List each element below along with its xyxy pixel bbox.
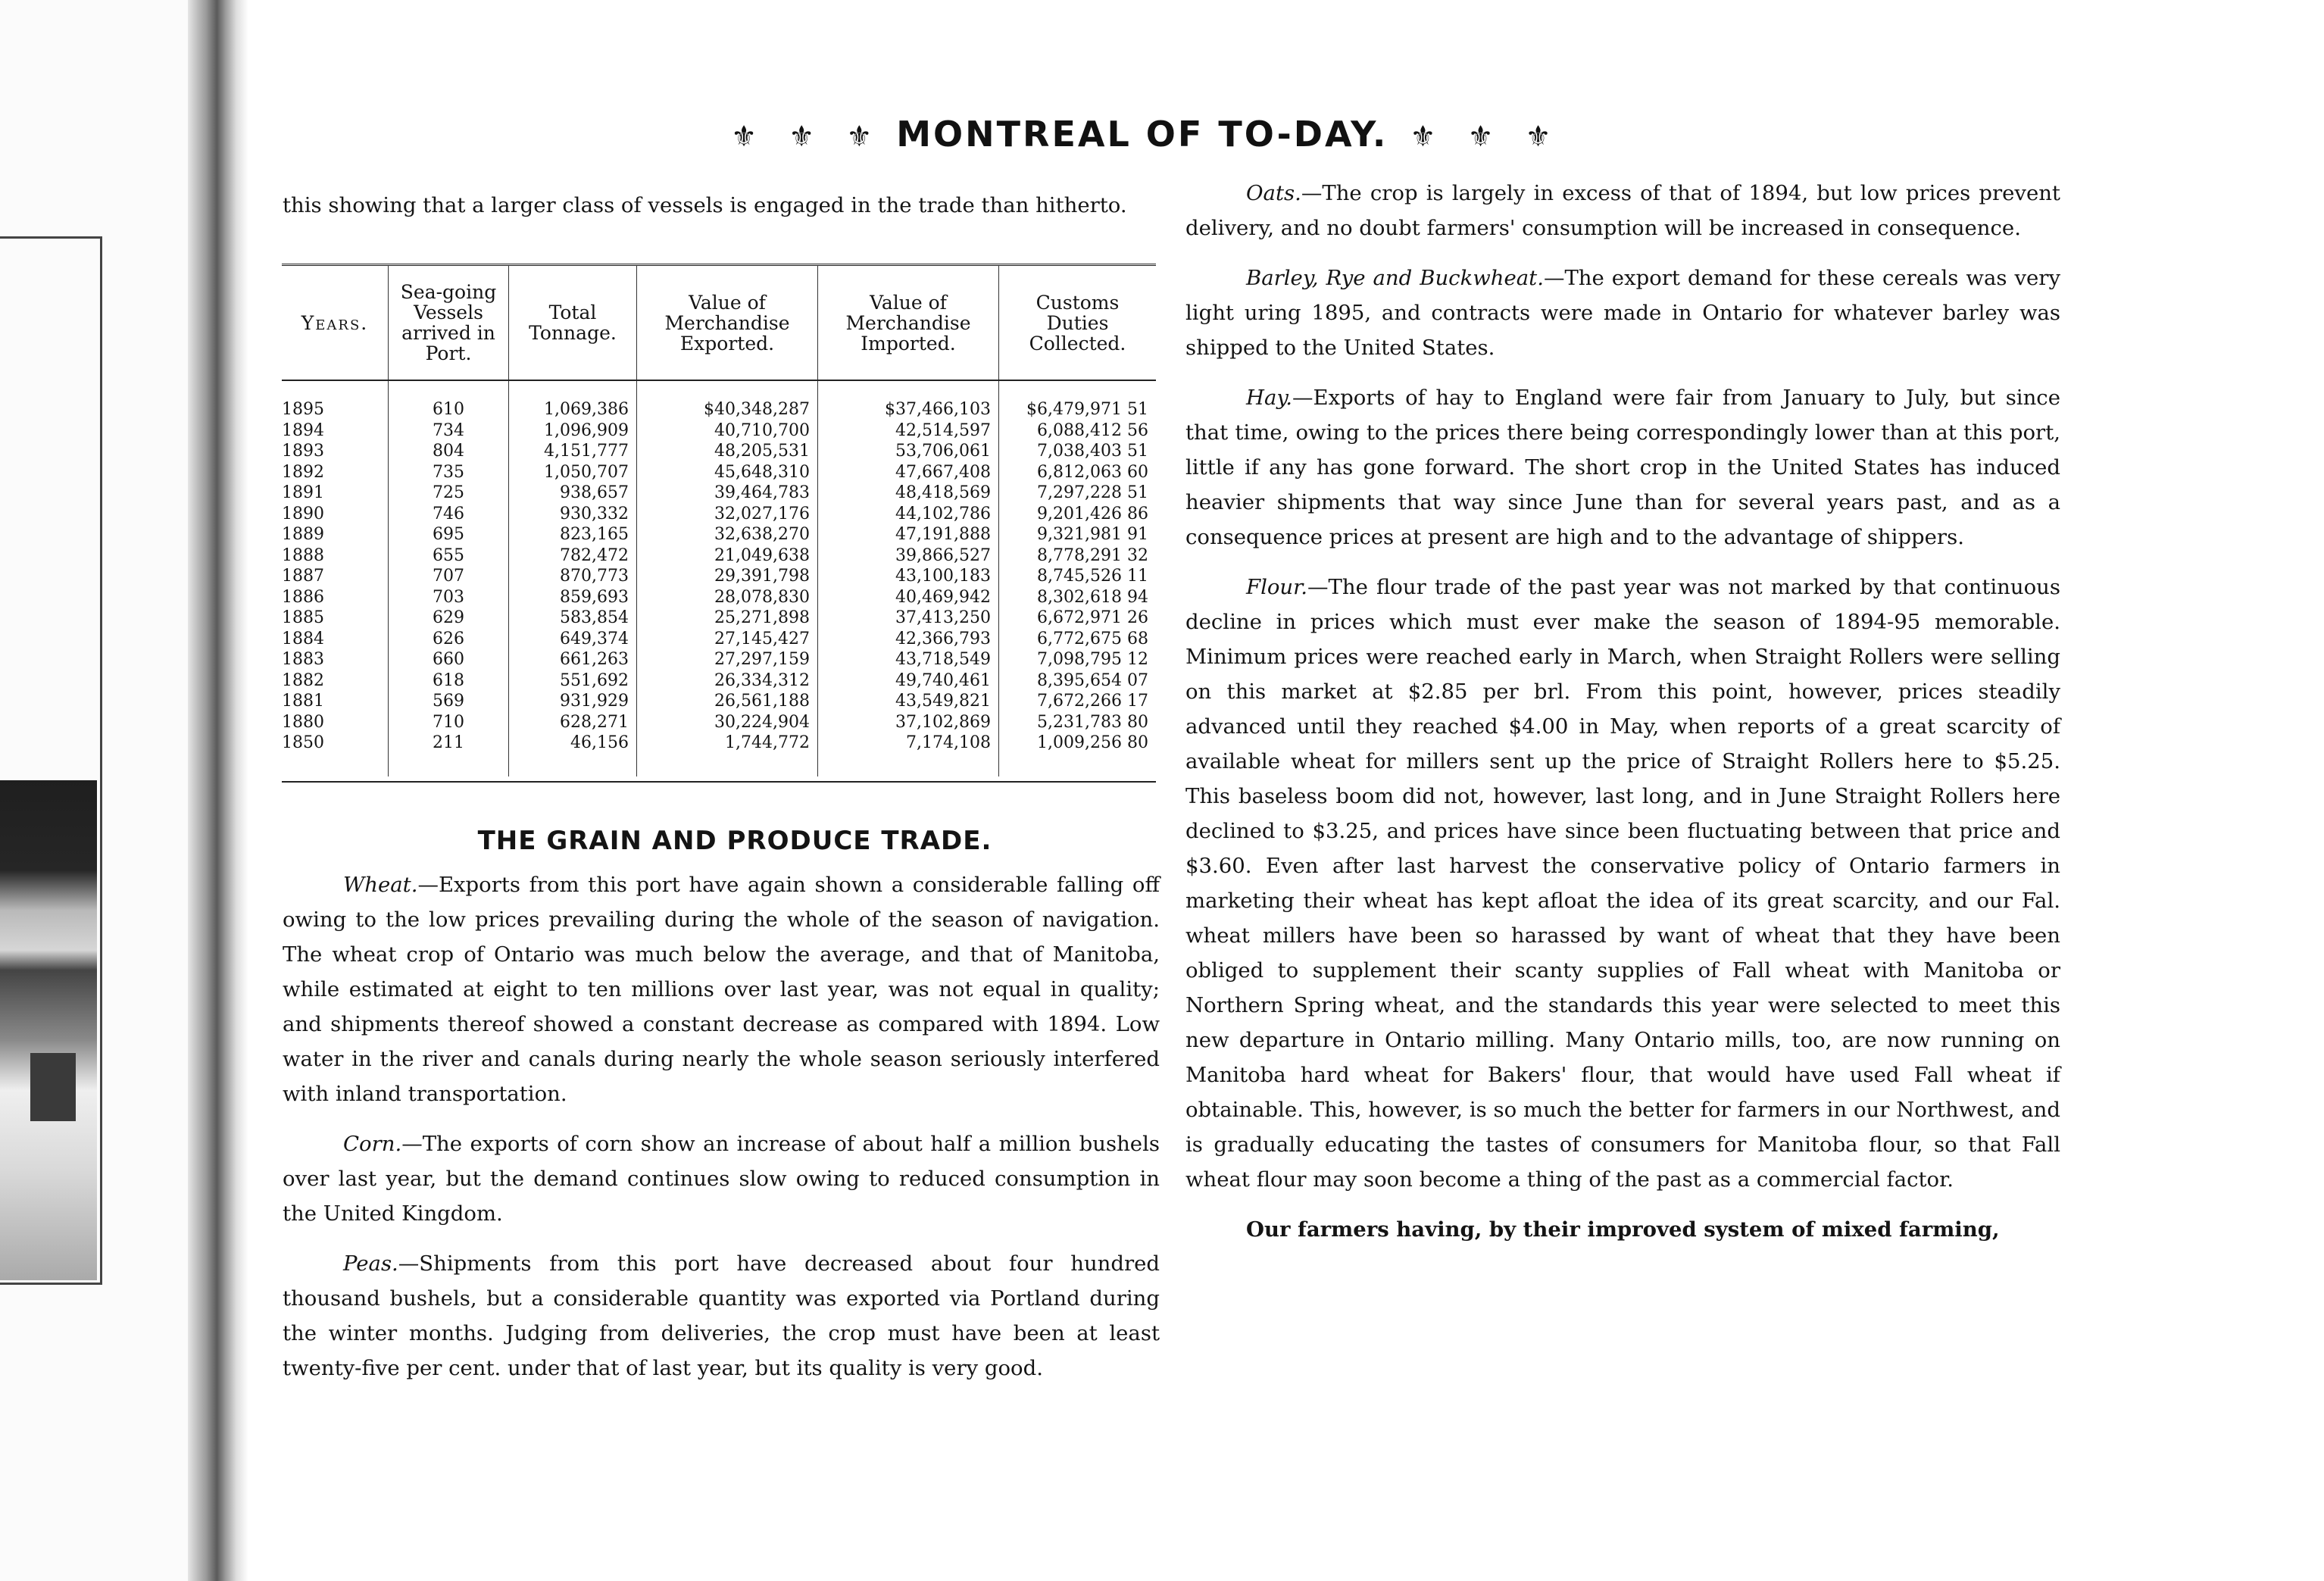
fleur-de-lis-icon: ⚜ <box>846 120 875 153</box>
oats-label: Oats. <box>1246 181 1301 205</box>
table-row <box>282 441 1156 462</box>
table-cell: 5,231,783 80 <box>999 712 1157 733</box>
table-cell: $40,348,287 <box>637 380 818 420</box>
table-cell: 629 <box>389 608 509 629</box>
table-cell: 859,693 <box>509 587 637 608</box>
table-row <box>282 462 1156 483</box>
table-cell: 583,854 <box>509 608 637 629</box>
table-cell: 6,672,971 26 <box>999 608 1157 629</box>
peas-paragraph <box>283 1246 1160 1386</box>
table-cell: 8,745,526 11 <box>999 566 1157 587</box>
table-cell: 703 <box>389 587 509 608</box>
table-cell: 661,263 <box>509 649 637 670</box>
table-row <box>282 524 1156 545</box>
table-cell: 734 <box>389 420 509 442</box>
peas-text: —Shipments from this port have decreased about four hundred thousand bushels, but a considerable quantity was exported via Portland during the winter months. Judging from deliveries, the crop must have been at least twenty-five per cent. under that of last year, but its quality is very good. <box>283 1251 1160 1380</box>
table-row <box>282 587 1156 608</box>
table-spacer-row <box>282 754 1156 776</box>
table-cell: 46,156 <box>509 733 637 754</box>
table-cell: 8,302,618 94 <box>999 587 1157 608</box>
table-spacer-cell <box>282 754 389 776</box>
table-cell: 1884 <box>282 629 324 648</box>
table-cell: 6,088,412 56 <box>999 420 1157 442</box>
table-cell: 211 <box>389 733 509 754</box>
table-spacer-cell <box>509 754 637 776</box>
wheat-paragraph <box>283 867 1160 1111</box>
oats-text: —The crop is largely in excess of that of 1894, but low prices prevent delivery, and no doubt farmers' consumption will be increased in consequence. <box>1185 181 2060 240</box>
table-cell: 42,366,793 <box>818 629 999 650</box>
flour-paragraph <box>1185 570 2060 1197</box>
table-cell: 39,866,527 <box>818 545 999 567</box>
barley-text: —The export demand for these cereals was very light uring 1895, and contracts were made in Ontario for whatever barley was shipped to the United States. <box>1185 266 2060 360</box>
barley-label: Barley, Rye and Buckwheat. <box>1246 266 1544 290</box>
table-cell: 1,069,386 <box>509 380 637 420</box>
table-cell: 1881 <box>282 692 324 711</box>
table-cell: 1887 <box>282 567 324 586</box>
table-cell: 725 <box>389 483 509 504</box>
table-cell: 29,391,798 <box>637 566 818 587</box>
header-years: Years. <box>282 266 389 380</box>
table-cell: 26,334,312 <box>637 670 818 692</box>
header-imported: Value of Merchandise Imported. <box>818 266 999 380</box>
table-cell: 1883 <box>282 650 324 669</box>
table-cell: 804 <box>389 441 509 462</box>
table-cell: 8,778,291 32 <box>999 545 1157 567</box>
table-cell: 7,098,795 12 <box>999 649 1157 670</box>
table-cell: 870,773 <box>509 566 637 587</box>
table-cell: 43,549,821 <box>818 691 999 712</box>
table-cell: 938,657 <box>509 483 637 504</box>
corn-paragraph <box>283 1126 1160 1231</box>
wheat-text: —Exports from this port have again shown a considerable falling off owing to the low prices prevailing during the whole of the season of navigation. The wheat crop of Ontario was much below the average, and that of Manitoba, while estimated at eight to ten millions over last year, was not equal in quality; and shipments thereof showed a constant decrease as compared with 1894. Low water in the river and canals during nearly the whole season seriously interfered with inland transportation. <box>283 873 1160 1106</box>
table-cell: 7,038,403 51 <box>999 441 1157 462</box>
table-row <box>282 733 1156 754</box>
table-cell: 1892 <box>282 462 324 482</box>
barley-paragraph <box>1185 261 2060 365</box>
table-cell: 32,638,270 <box>637 524 818 545</box>
table-cell: $6,479,971 51 <box>999 380 1157 420</box>
table-cell: 782,472 <box>509 545 637 567</box>
table-cell: 49,740,461 <box>818 670 999 692</box>
table-row <box>282 545 1156 567</box>
table-cell: 1889 <box>282 525 324 544</box>
table-cell: 1885 <box>282 608 324 627</box>
table-cell: 1880 <box>282 712 324 732</box>
corn-label: Corn. <box>343 1132 402 1156</box>
fleur-de-lis-icon: ⚜ <box>789 120 817 153</box>
right-column-body <box>1185 176 2060 1247</box>
flour-text: —The flour trade of the past year was not marked by that continuous decline in prices which must ever make the season of 1894-95 memorable. Minimum prices were reached early in March, when Straight Rollers were selling on this market at $2.85 per brl. From this point, however, prices steadily advanced until they reached $4.00 in May, when reports of a great scarcity of available wheat for millers sent up the price of Straight Rollers here to $5.25. This baseless boom did not, however, last long, and in June Straight Rollers here declined to $3.25, and prices have since been fluctuating between that price and $3.60. Even after last harvest the conservative policy of Ontario farmers in marketing their wheat has kept afloat the idea of its great scarcity, and our Fal. wheat millers have been so harassed by want of wheat that they have been obliged to supplement their scanty supplies of Fall wheat with Manitoba or Northern Spring wheat, and the standards this year were selected to meet this new departure in Ontario milling. Many Ontario mills, too, are now running on Manitoba hard wheat for Bakers' flour, that would have used Fall wheat if obtainable. This, however, is so much the better for farmers in our Northwest, and is gradually educating the tastes of consumers for Manitoba flour, so that Fall wheat flour may soon become a thing of the past as a commercial factor. <box>1185 575 2060 1192</box>
table-spacer-cell <box>389 754 509 776</box>
peas-label: Peas. <box>343 1251 398 1276</box>
table-cell: 45,648,310 <box>637 462 818 483</box>
table-cell: 551,692 <box>509 670 637 692</box>
table-row <box>282 380 1156 420</box>
flour-label: Flour. <box>1246 575 1308 599</box>
hay-text: —Exports of hay to England were fair from January to July, but since that time, owing to the prices there being correspondingly lower than at this port, little if any has gone forward. The short crop in the United States has induced heavier shipments that way since June than for several years past, and as a consequence prices at present are high and to the advantage of shippers. <box>1185 386 2060 549</box>
table-cell: 735 <box>389 462 509 483</box>
table-cell: 7,297,228 51 <box>999 483 1157 504</box>
hay-label: Hay. <box>1246 386 1293 410</box>
table-row <box>282 483 1156 504</box>
header-vessels: Sea-going Vessels arrived in Port. <box>389 266 509 380</box>
table-row <box>282 691 1156 712</box>
table-cell: 4,151,777 <box>509 441 637 462</box>
table-cell: 27,145,427 <box>637 629 818 650</box>
table-cell: 1850 <box>282 733 324 752</box>
table-spacer-cell <box>999 754 1157 776</box>
table-cell: 710 <box>389 712 509 733</box>
table-cell: 655 <box>389 545 509 567</box>
table-cell: 823,165 <box>509 524 637 545</box>
table-row <box>282 566 1156 587</box>
table-cell: 6,772,675 68 <box>999 629 1157 650</box>
farmers-paragraph: Our farmers having, by their improved system of mixed farming, <box>1246 1217 2000 1242</box>
table-cell: 43,718,549 <box>818 649 999 670</box>
table-cell: 746 <box>389 504 509 525</box>
title-text: MONTREAL OF TO-DAY. <box>896 114 1388 155</box>
table-cell: 28,078,830 <box>637 587 818 608</box>
table-cell: 26,561,188 <box>637 691 818 712</box>
table-cell: 569 <box>389 691 509 712</box>
table-cell: 9,321,981 91 <box>999 524 1157 545</box>
table-cell: 1,009,256 80 <box>999 733 1157 754</box>
table-cell: 6,812,063 60 <box>999 462 1157 483</box>
table-cell: 40,469,942 <box>818 587 999 608</box>
table-cell: 610 <box>389 380 509 420</box>
table-cell: 931,929 <box>509 691 637 712</box>
table-cell: 9,201,426 86 <box>999 504 1157 525</box>
table-cell: 30,224,904 <box>637 712 818 733</box>
table-cell: 47,667,408 <box>818 462 999 483</box>
header-exported: Value of Merchandise Exported. <box>637 266 818 380</box>
table-cell: 25,271,898 <box>637 608 818 629</box>
table-cell: 40,710,700 <box>637 420 818 442</box>
table-cell: 37,102,869 <box>818 712 999 733</box>
fleur-de-lis-icon: ⚜ <box>1467 120 1496 153</box>
table-cell: 7,174,108 <box>818 733 999 754</box>
table-cell: 1882 <box>282 670 324 690</box>
table-cell: 1893 <box>282 442 324 461</box>
table-cell: 1895 <box>282 400 324 419</box>
table-cell: 48,205,531 <box>637 441 818 462</box>
table-cell: 44,102,786 <box>818 504 999 525</box>
hay-paragraph <box>1185 380 2060 555</box>
table-cell: 53,706,061 <box>818 441 999 462</box>
fleur-de-lis-icon: ⚜ <box>1410 120 1438 153</box>
table-cell: 1,050,707 <box>509 462 637 483</box>
table-cell: 1890 <box>282 504 324 523</box>
table-spacer-cell <box>637 754 818 776</box>
table-cell: 649,374 <box>509 629 637 650</box>
oats-paragraph <box>1185 176 2060 245</box>
table-cell: 42,514,597 <box>818 420 999 442</box>
table-spacer-cell <box>818 754 999 776</box>
table-row <box>282 608 1156 629</box>
shipping-statistics-table <box>282 264 1156 783</box>
page-title <box>723 114 1632 167</box>
table-cell: 628,271 <box>509 712 637 733</box>
photo-figure <box>30 1053 76 1121</box>
intro-text: this showing that a larger class of vessels is engaged in the trade than hitherto. <box>283 193 1127 217</box>
previous-page-photo <box>0 780 97 1280</box>
table-row <box>282 649 1156 670</box>
fleur-de-lis-icon: ⚜ <box>731 120 760 153</box>
table-cell: 37,413,250 <box>818 608 999 629</box>
header-tonnage: Total Tonnage. <box>509 266 637 380</box>
table-cell: 1,096,909 <box>509 420 637 442</box>
table-cell: 32,027,176 <box>637 504 818 525</box>
table-cell: $37,466,103 <box>818 380 999 420</box>
table-cell: 1891 <box>282 483 324 502</box>
corn-text: —The exports of corn show an increase of about half a million bushels over last year, but the demand continues slow owing to reduced consumption in the United Kingdom. <box>283 1132 1160 1226</box>
table-body <box>282 380 1156 776</box>
table-cell: 1886 <box>282 587 324 607</box>
header-customs: Customs Duties Collected. <box>999 266 1157 380</box>
table-cell: 695 <box>389 524 509 545</box>
table-row <box>282 504 1156 525</box>
table-cell: 1894 <box>282 420 324 440</box>
table-row <box>282 629 1156 650</box>
table-cell: 8,395,654 07 <box>999 670 1157 692</box>
table-row <box>282 420 1156 442</box>
table-cell: 48,418,569 <box>818 483 999 504</box>
table-cell: 39,464,783 <box>637 483 818 504</box>
table-cell: 27,297,159 <box>637 649 818 670</box>
table-cell: 47,191,888 <box>818 524 999 545</box>
table-row <box>282 670 1156 692</box>
table-cell: 626 <box>389 629 509 650</box>
intro-paragraph <box>283 188 1154 223</box>
table-cell: 930,332 <box>509 504 637 525</box>
section-title: THE GRAIN AND PRODUCE TRADE. <box>477 826 992 856</box>
fleur-de-lis-icon: ⚜ <box>1525 120 1554 153</box>
book-gutter <box>188 0 248 1581</box>
table-cell: 21,049,638 <box>637 545 818 567</box>
table-row <box>282 712 1156 733</box>
left-column-body <box>283 867 1160 1386</box>
table-cell: 43,100,183 <box>818 566 999 587</box>
table-cell: 1888 <box>282 545 324 565</box>
table-cell: 618 <box>389 670 509 692</box>
table-cell: 1,744,772 <box>637 733 818 754</box>
table-cell: 7,672,266 17 <box>999 691 1157 712</box>
wheat-label: Wheat. <box>343 873 418 897</box>
table-cell: 660 <box>389 649 509 670</box>
table-cell: 707 <box>389 566 509 587</box>
table-header-row <box>282 266 1156 380</box>
